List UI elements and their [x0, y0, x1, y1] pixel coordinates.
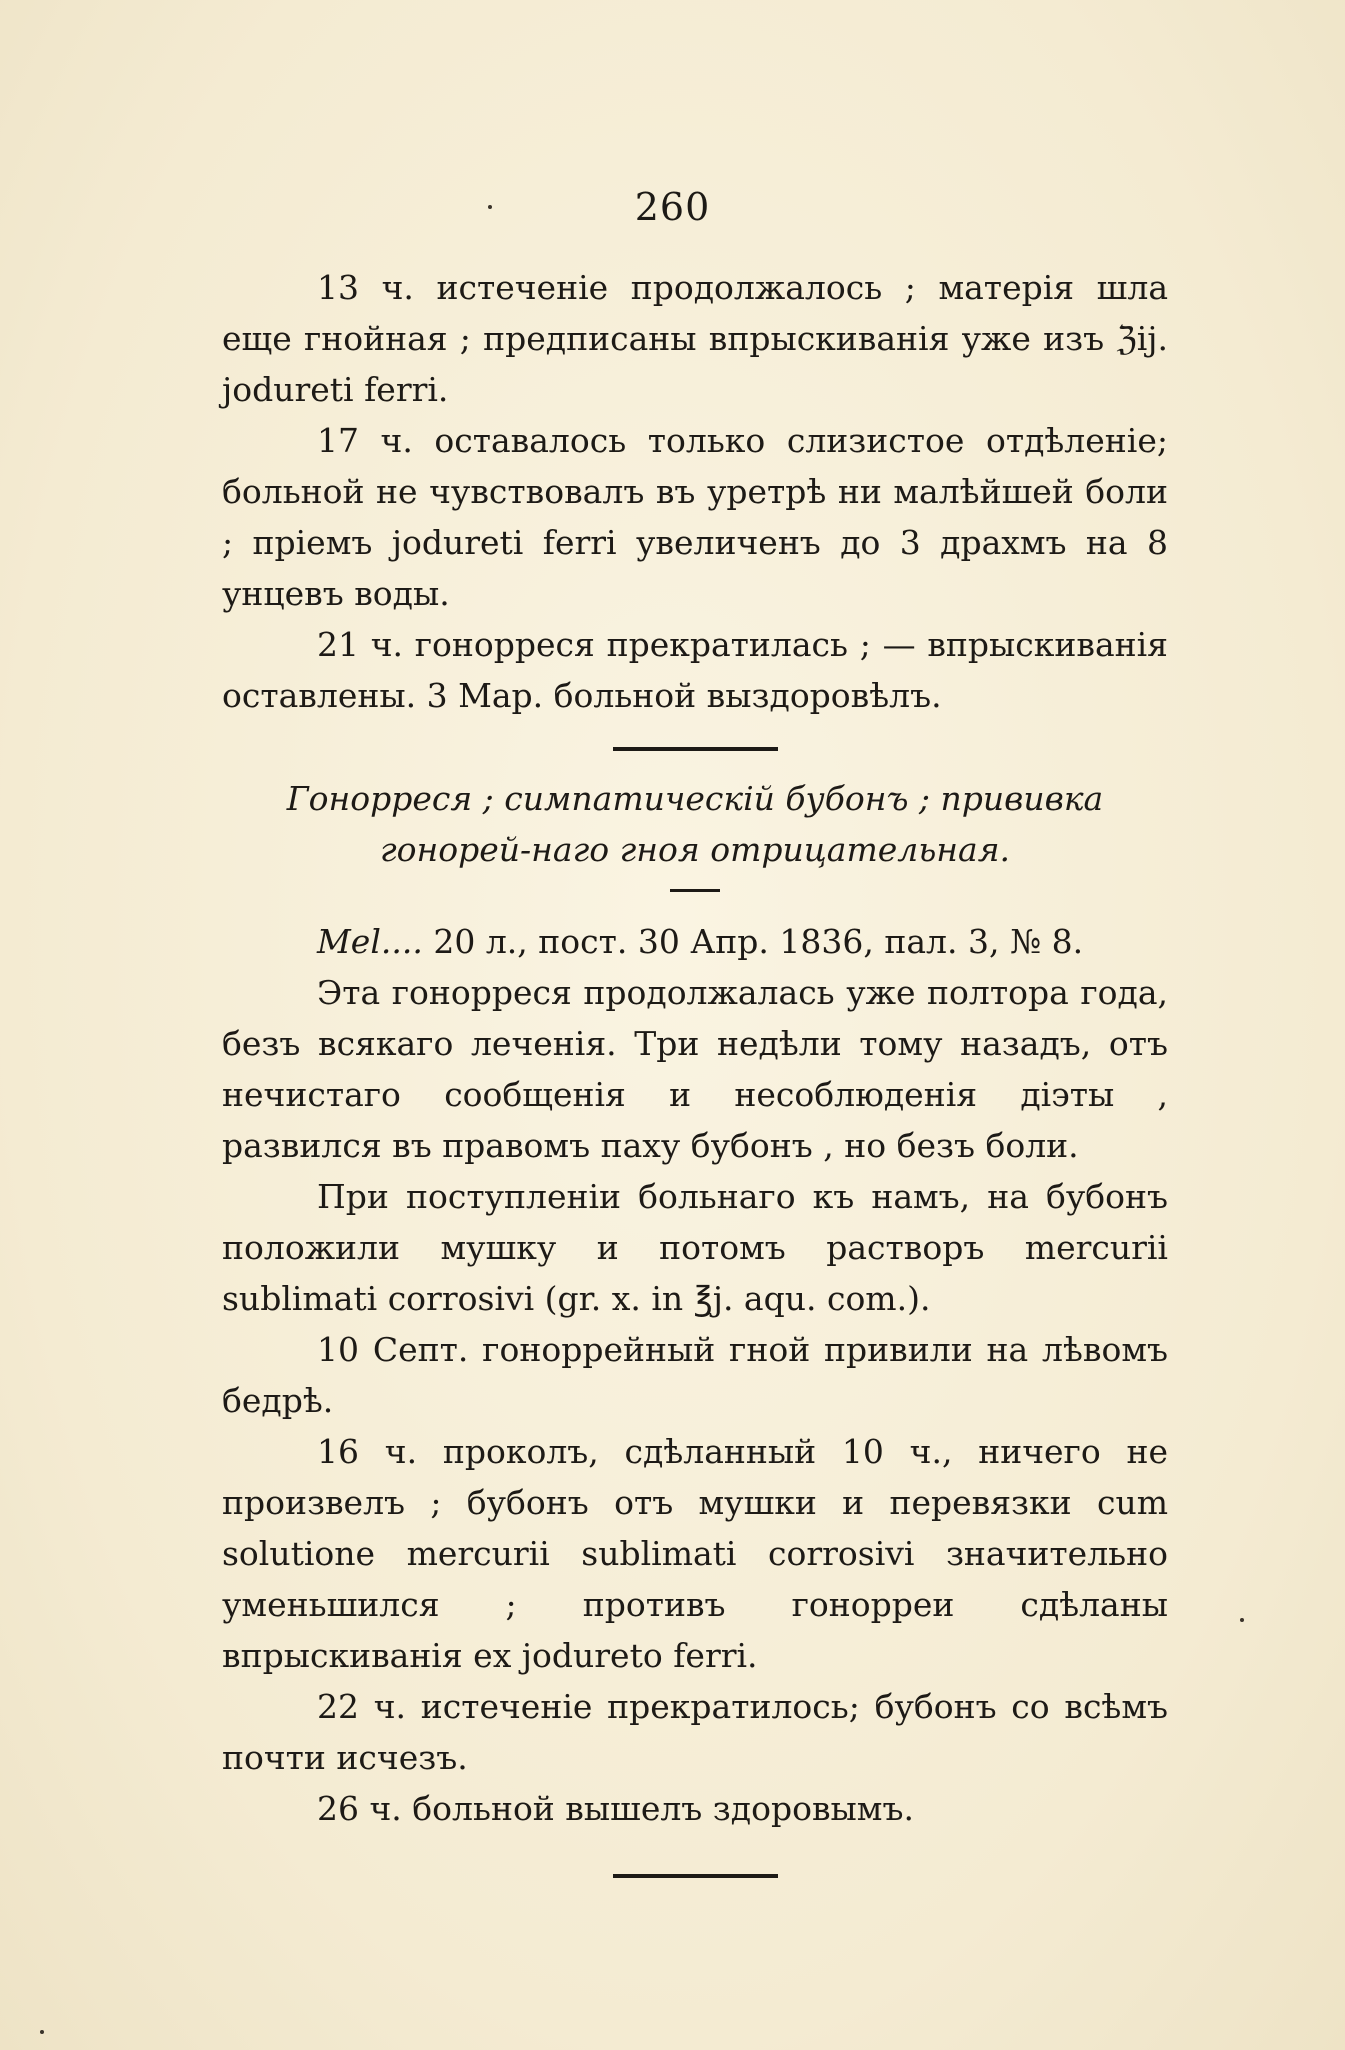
- case-heading: Гонорреся ; симпатическій бубонъ ; прививка гонорей-наго гноя отрицательная.: [286, 779, 1104, 869]
- case-name: Mel....: [317, 922, 423, 961]
- paragraph: При поступленіи больнаго къ намъ, на бубонъ положили мушку и потомъ растворъ mercurii sublimati corrosivi (gr. x. in ℥j. aqu. com.).: [222, 1177, 1168, 1318]
- print-speck: [488, 205, 492, 209]
- paragraph: 10 Септ. гоноррейный гной привили на лѣвомъ бедрѣ.: [222, 1330, 1168, 1420]
- short-divider: [670, 889, 720, 892]
- paragraph: 16 ч. проколъ, сдѣланный 10 ч., ничего не произвелъ ; бубонъ отъ мушки и перевязки cum solutione mercurii sublimati corrosivi значительно уменьшился ; противъ гонорреи сдѣланы впрыскиванія ex jodureto ferri.: [222, 1432, 1168, 1675]
- body-text: [222, 262, 1168, 1878]
- section-divider: [613, 747, 778, 751]
- page-number: 260: [634, 185, 711, 229]
- case-header-line: [222, 916, 1168, 967]
- paragraph: Эта гонорреся продолжалась уже полтора года, безъ всякаго леченія. Три недѣли тому назадъ, отъ нечистаго сообщенія и несоблюденія діэты , развился въ правомъ паху бубонъ , но безъ боли.: [222, 973, 1168, 1165]
- paragraph: 22 ч. истеченіе прекратилось; бубонъ со всѣмъ почти исчезъ.: [222, 1687, 1168, 1777]
- end-divider: [613, 1874, 778, 1878]
- paragraph: 13 ч. истеченіе продолжалось ; матерія шла еще гнойная ; предписаны впрыскиванія уже изъ ℨij. jodureti ferri.: [222, 268, 1168, 409]
- paragraph: 26 ч. больной вышелъ здоровымъ.: [317, 1789, 914, 1828]
- paragraph: 21 ч. гонорреся прекратилась ; — впрыскиванія оставлены. 3 Мар. больной выздоровѣлъ.: [222, 625, 1168, 715]
- paragraph: 17 ч. оставалось только слизистое отдѣленіе; больной не чувствовалъ въ уретрѣ ни малѣйшей боли ; пріемъ jodureti ferri увеличенъ до 3 драхмъ на 8 унцевъ воды.: [222, 421, 1168, 613]
- print-speck: [40, 2030, 44, 2034]
- case-info: 20 л., пост. 30 Апр. 1836, пал. 3, № 8.: [422, 922, 1084, 961]
- print-speck: [1240, 1618, 1244, 1622]
